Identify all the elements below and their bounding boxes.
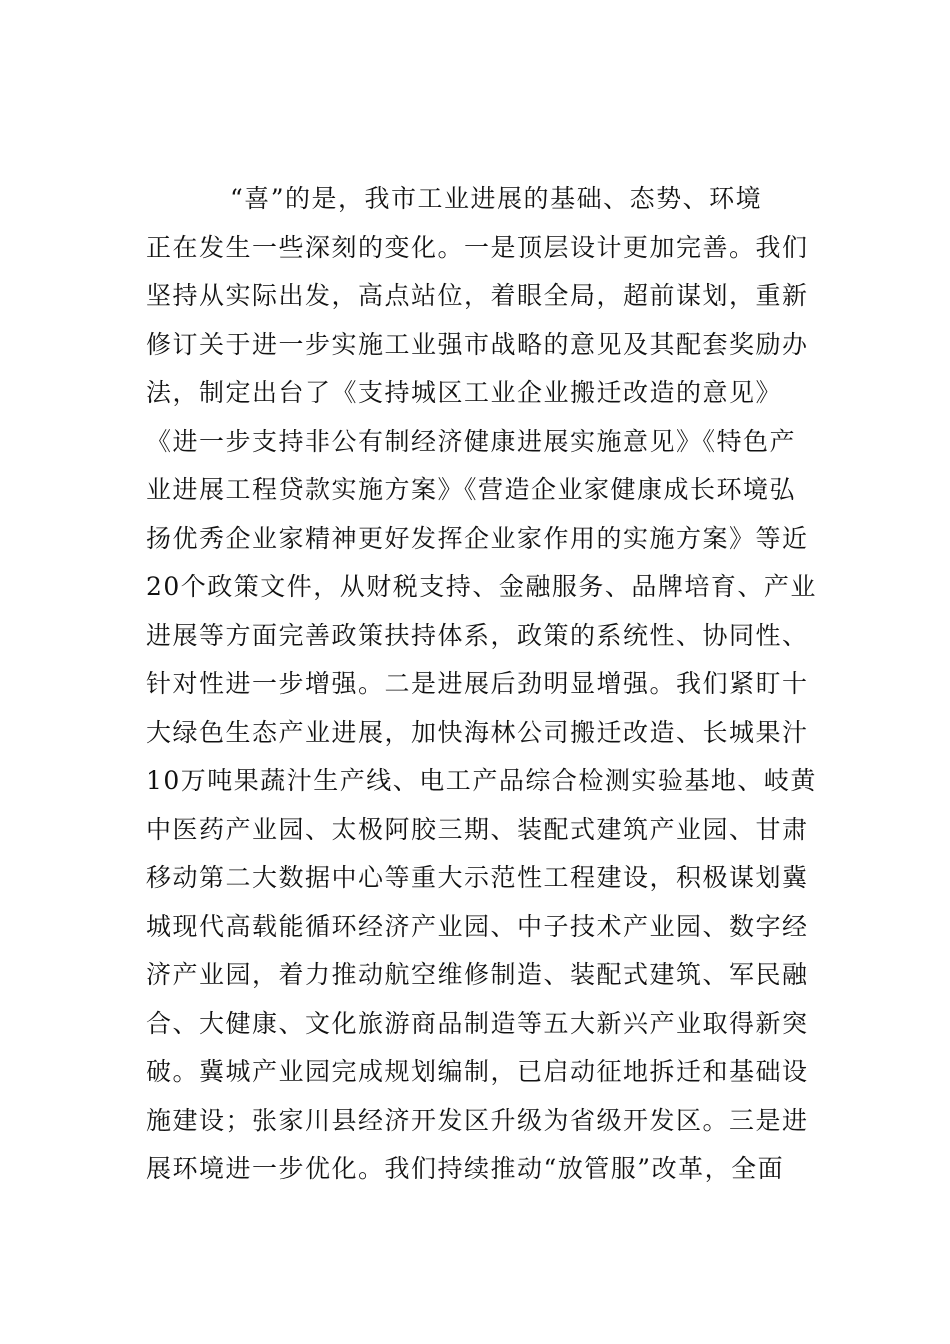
text-line: 济产业园，着力推动航空维修制造、装配式建筑、军民融 (146, 960, 809, 989)
text-line: 法，制定出台了《支持城区工业企业搬迁改造的意见》 (146, 378, 783, 407)
text-line: 坚持从实际出发，高点站位，着眼全局，超前谋划，重新 (146, 281, 809, 310)
text-line: 城现代高载能循环经济产业园、中子技术产业园、数字经 (146, 911, 809, 941)
text-line: 20个政策文件，从财税支持、金融服务、品牌培育、产业 (146, 572, 817, 601)
text-line: 正在发生一些深刻的变化。一是顶层设计更加完善。我们 (146, 232, 809, 262)
text-line: 针对性进一步增强。二是进展后劲明显增强。我们紧盯十 (146, 669, 809, 698)
text-line: 《进一步支持非公有制经济健康进展实施意见》《特色产 (146, 426, 797, 456)
body-paragraph (146, 175, 817, 1194)
text-line: 展环境进一步优化。我们持续推动“放管服”改革，全面 (146, 1154, 785, 1183)
text-line: 10万吨果蔬汁生产线、电工产品综合检测实验基地、岐黄 (146, 766, 817, 795)
text-line: 修订关于进一步实施工业强市战略的意见及其配套奖励办 (146, 329, 809, 359)
text-line: “喜”的是，我市工业进展的基础、态势、环境 (230, 184, 763, 213)
text-line: 进展等方面完善政策扶持体系，政策的系统性、协同性、 (146, 620, 809, 650)
text-line: 大绿色生态产业进展，加快海林公司搬迁改造、长城果汁 (146, 717, 809, 747)
text-line: 业进展工程贷款实施方案》《营造企业家健康成长环境弘 (146, 475, 797, 504)
text-line: 移动第二大数据中心等重大示范性工程建设，积极谋划冀 (146, 863, 809, 892)
text-line: 扬优秀企业家精神更好发挥企业家作用的实施方案》等近 (146, 523, 809, 553)
text-line: 合、大健康、文化旅游商品制造等五大新兴产业取得新突 (146, 1008, 809, 1038)
text-line: 破。冀城产业园完成规划编制，已启动征地拆迁和基础设 (146, 1057, 809, 1086)
text-line: 中医药产业园、太极阿胶三期、装配式建筑产业园、甘肃 (146, 814, 809, 844)
text-line: 施建设；张家川县经济开发区升级为省级开发区。三是进 (146, 1105, 809, 1135)
